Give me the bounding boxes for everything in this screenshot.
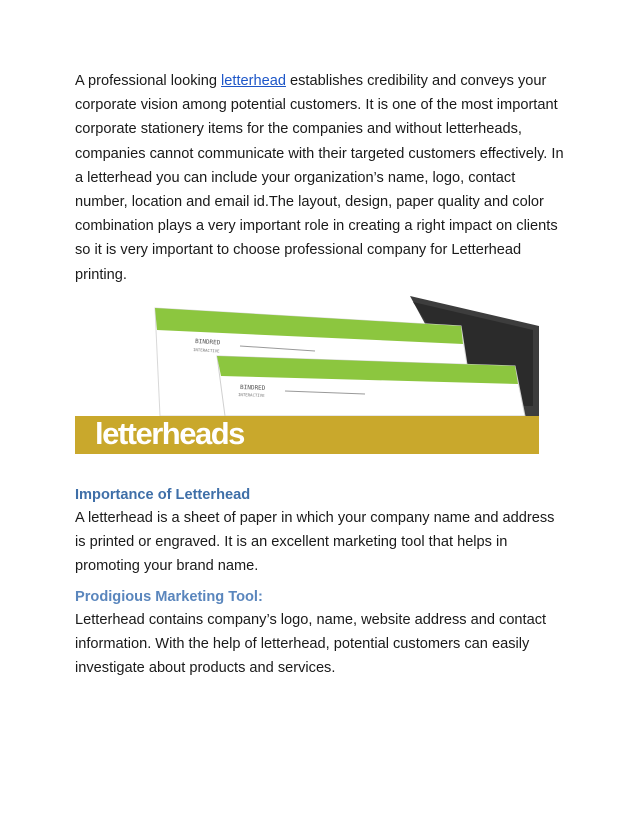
intro-text-before-link: A professional looking bbox=[75, 73, 222, 89]
section-body-importance: A letterhead is a sheet of paper in which your company name and address is printed or engraved. It is an excellent marketing tool that helps in promoting your brand name. bbox=[75, 510, 555, 575]
section-heading-marketing-tool: Prodigious Marketing Tool: bbox=[75, 589, 263, 605]
banner-title: letterheads bbox=[95, 416, 244, 451]
letterheads-illustration bbox=[75, 296, 539, 454]
intro-text-after-link: establishes credibility and conveys your corporate vision among potential customers. It is one of the most important corporate stationery items for the companies and without letterheads, companies cannot communicate with their targeted customers effectively. In a letterhead you can include your organization’s name, logo, contact number, location and email id.The layout, design, paper quality and color combination plays a very important role in creating a right impact on clients so it is very important to choose professional company for Letterhead printing. bbox=[75, 73, 564, 283]
front-card-brand: BINDRED bbox=[239, 384, 266, 392]
front-card-sub: INTERACTIVE bbox=[237, 392, 265, 398]
letterhead-link[interactable]: letterhead bbox=[221, 73, 286, 89]
letterheads-banner-image bbox=[75, 296, 539, 454]
section-body-marketing-tool: Letterhead contains company’s logo, name, website address and contact information. With the help of letterhead, potential customers can easily investigate about products and services. bbox=[75, 612, 547, 677]
section-heading-importance: Importance of Letterhead bbox=[75, 487, 251, 503]
back-card-sub: INTERACTIVE bbox=[192, 347, 220, 354]
back-card-brand: BINDRED bbox=[194, 338, 221, 347]
intro-paragraph bbox=[75, 69, 565, 287]
